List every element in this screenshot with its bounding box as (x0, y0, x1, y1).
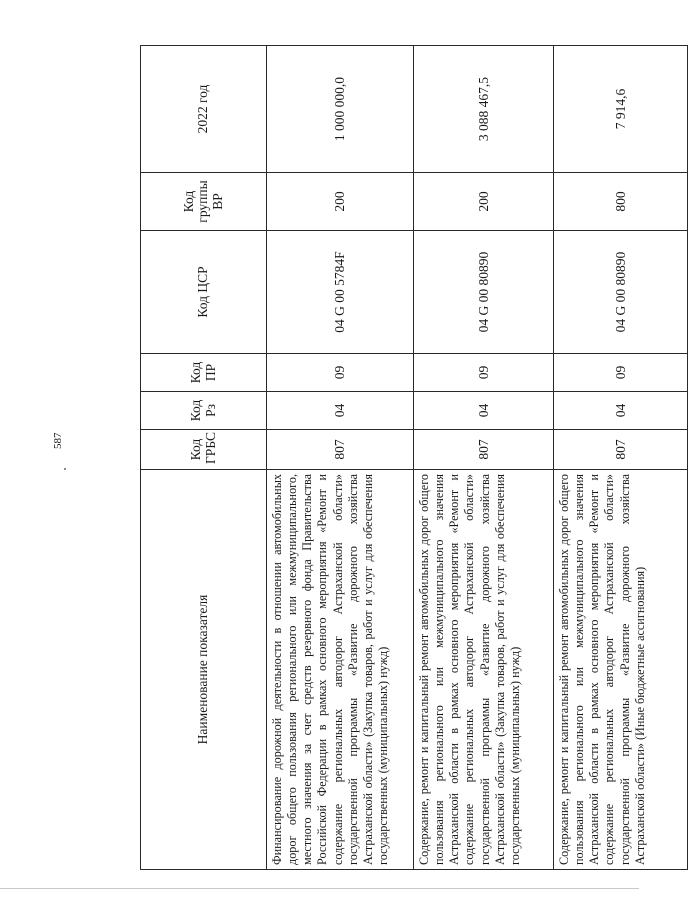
budget-table-area (140, 46, 647, 870)
table-row (414, 46, 554, 870)
page-number: 587 (52, 432, 64, 449)
cell-year: 3 088 467,5 (414, 46, 554, 173)
cell-year: 1 000 000,0 (267, 46, 414, 173)
scan-edge-line (0, 888, 639, 889)
cell-vr: 800 (554, 173, 688, 231)
cell-csr: 04 G 00 5784F (267, 231, 414, 354)
cell-csr: 04 G 00 80890 (554, 231, 688, 354)
cell-pr: 09 (267, 354, 414, 392)
cell-grbs: 807 (267, 430, 414, 470)
header-csr: Код ЦСР (141, 231, 267, 354)
header-vr: Код группы ВР (141, 173, 267, 231)
cell-rz: 04 (267, 392, 414, 430)
cell-csr: 04 G 00 80890 (414, 231, 554, 354)
cell-name: Финансирование дорожной деятельности в отношении автомобильных дорог общего пользования регионального или межмуниципального, местного значения за счет средств резервного фонда Правительства Российской Федерации в рамках основного мероприятия «Ремонт и содержание региональных автодорог Астраханской области» государственной программы «Развитие дорожного хозяйства Астраханской области» (Закупка товаров, работ и услуг для обеспечения государственных (муниципальных) нужд) (267, 470, 414, 870)
table-header-row (141, 46, 267, 870)
header-pr: Код ПР (141, 354, 267, 392)
header-name: Наименование показателя (141, 470, 267, 870)
cell-vr: 200 (414, 173, 554, 231)
budget-table (140, 45, 688, 870)
cell-rz: 04 (554, 392, 688, 430)
cell-vr: 200 (267, 173, 414, 231)
table-row (267, 46, 414, 870)
cell-grbs: 807 (554, 430, 688, 470)
header-rz: Код Рз (141, 392, 267, 430)
cell-name: Содержание, ремонт и капитальный ремонт автомобильных дорог общего пользования регионального или межмуниципального значения Астраханской области в рамках основного мероприятия «Ремонт и содержание региональных автодорог Астраханской области» государственной программы «Развитие дорожного хозяйства Астраханской области» (Иные бюджетные ассигнования) (554, 470, 688, 870)
cell-pr: 09 (554, 354, 688, 392)
cell-year: 7 914,6 (554, 46, 688, 173)
cell-name: Содержание, ремонт и капитальный ремонт автомобильных дорог общего пользования регионального или межмуниципального значения Астраханской области в рамках основного мероприятия «Ремонт и содержание региональных автодорог Астраханской области» государственной программы «Развитие дорожного хозяйства Астраханской области» (Закупка товаров, работ и услуг для обеспечения государственных (муниципальных) нужд) (414, 470, 554, 870)
scan-speck (64, 468, 66, 470)
cell-pr: 09 (414, 354, 554, 392)
cell-grbs: 807 (414, 430, 554, 470)
header-grbs: Код ГРБС (141, 430, 267, 470)
cell-rz: 04 (414, 392, 554, 430)
rotated-sheet (140, 46, 647, 870)
header-year: 2022 год (141, 46, 267, 173)
table-row (554, 46, 688, 870)
